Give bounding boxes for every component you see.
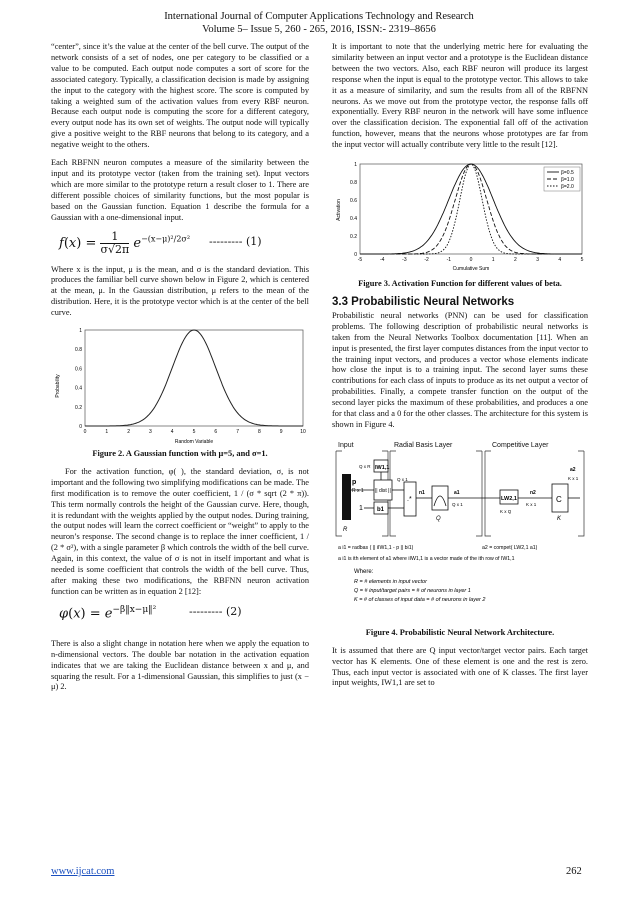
figure-4-caption: Figure 4. Probabilistic Neural Network Architecture.: [365, 627, 555, 637]
fig4-qx1-a: Q x 1: [397, 476, 408, 482]
journal-title: International Journal of Computer Applications Technology and Research: [164, 11, 474, 22]
fig4-formula-3: a i1 is ith element of a1 where iIW1,1 is a vector made of the ith row of IW1,1: [338, 555, 515, 562]
fig4-input-vector: [342, 474, 351, 520]
fig4-rx1: R x 1: [352, 487, 364, 494]
fig4-input-label: Input: [338, 441, 354, 449]
fig2-xtick: 9: [279, 429, 283, 436]
fig3-xtick: -4: [379, 257, 385, 264]
left-paragraph-3: Where x is the input, μ is the mean, and σ is the standard deviation. This produces the familiar bell curve shown below in Figure 2, which is centered at the mean, μ. In the Gaussian distribution, μ refers to the mean of the distribution. Here, it is the prototype vector which is at the center of the bell curve.: [51, 264, 309, 318]
fig4-rbl-label: Radial Basis Layer: [394, 441, 453, 449]
fig3-ytick: 0: [354, 252, 357, 259]
equation-1-number: --------- (1): [209, 234, 262, 248]
fig4-Q1: Q: [436, 515, 441, 522]
fig3-ytick: 0.2: [350, 234, 357, 241]
fig4-one: 1: [359, 504, 363, 512]
fig4-R: R: [343, 526, 348, 533]
equation-1: f(x) = $\frac{1}{\sigma√2\pi}$ $e^{-(x-\mu)^2/2\sigma^2}$ --------- (1): [59, 229, 262, 256]
fig3-legend: [544, 167, 580, 191]
fig4-formula-1: a i1 = radbas ( || iIW1,1 - p || bi1): [338, 544, 414, 551]
section-heading: 3.3 Probabilistic Neural Networks: [332, 295, 515, 308]
fig2-ytick: 0.6: [75, 366, 82, 373]
fig4-n2: n2: [530, 489, 536, 496]
fig3-xtick: 2: [514, 257, 517, 264]
fig4-lw: LW2,1: [501, 495, 517, 502]
fig2-xtick: 2: [127, 429, 130, 436]
fig4-where-1: R = # elements in input vector: [354, 578, 427, 585]
fig4-p: p: [352, 478, 357, 486]
fig4-radbas-box: [432, 486, 448, 510]
figure-2-chart: [51, 326, 309, 446]
fig2-gaussian-curve: [85, 330, 303, 426]
fig2-ytick: 0.4: [75, 385, 82, 392]
fig2-ytick: 0: [79, 424, 82, 431]
page-number: 262: [566, 866, 582, 877]
fig2-xtick: 7: [236, 429, 239, 436]
equation-2-number: --------- (2): [189, 604, 242, 618]
fig2-ylabel: Probability: [55, 374, 61, 398]
fig3-ytick: 1: [354, 162, 357, 169]
equation-2: $\varphi(x) = e^{-\beta‖x-\mu‖^2}$ --------- (2): [59, 604, 242, 622]
fig2-ytick: 0.8: [75, 347, 82, 354]
fig3-xtick: 0: [469, 257, 473, 264]
fig3-xtick: 4: [558, 257, 562, 264]
fig3-ytick: 0.8: [350, 180, 357, 187]
fig3-legend-2: β=1.0: [561, 177, 574, 184]
fig2-frame: [85, 330, 303, 426]
fig4-c: C: [556, 494, 562, 504]
fig2-xtick: 0: [83, 429, 87, 436]
left-paragraph-5: There is also a slight change in notation here when we apply the equation to n-dimensional vectors. The double bar notation in the activation equation indicates that we are taking the Euclidean distance between x and μ, and squaring the result. For a 1-dimensional Gaussian, this simplifies to just (x − μ) 2.: [51, 638, 309, 692]
fig3-xlabel: Cumulative Sum: [452, 266, 490, 273]
fig2-xtick: 4: [170, 429, 174, 436]
fig3-xtick: 1: [491, 257, 495, 264]
left-column: [51, 42, 309, 700]
fig4-kx1-a: K x 1: [526, 501, 537, 507]
fig3-xtick: 5: [580, 257, 584, 264]
fig3-ylabel: Activation: [336, 199, 342, 221]
fig3-xtick: -3: [402, 257, 407, 264]
fig4-kx1-b: K x 1: [568, 475, 579, 481]
fig2-xtick: 6: [214, 429, 218, 436]
fig4-iw: IW1,1: [375, 464, 390, 471]
fig4-where-2: Q = # input/target pairs = # of neurons in layer 1: [354, 587, 471, 594]
right-paragraph-1: It is important to note that the underlying metric here for evaluating the similarity between an input vector and a prototype is the Euclidean distance between the two vectors. Also, each RBF neuron will produce its largest response when the input is equal to the prototype vector. This allows to take it as a measure of similarity, and sum the results from all of the RBFNN neurons. As we move out from the prototype vector, the response falls off exponentially. Every RBF neuron in the network will have some influence over the classification decision. The exponential fall off of the activation function, however, means that the neurons whose prototypes are far from the input vector will actually contribute very little to the result [12].: [332, 42, 588, 150]
fig4-comp-label: Competitive Layer: [492, 441, 549, 449]
fig3-legend-1: β=0.5: [561, 170, 574, 177]
left-paragraph-1: “center”, since it’s the value at the center of the bell curve. The output of the network consists of a set of nodes, one per category to be classified or a value to be computed. Each output node computes a sort of score for the associated category. Typically, a classification decision is made by assigning the input to the category with the highest score. The score is computed by taking a weighted sum of the activation values from every RBF neuron. Because each output node is computing the score for a different category, every output node has its own set of weights. The output node will typically give a positive weight to the RBF neurons that belong to its category, and a negative weight to the others.: [51, 42, 309, 150]
fig3-xtick: 3: [536, 257, 539, 264]
fig4-a1: a1: [454, 489, 460, 496]
right-paragraph-3: It is assumed that there are Q input vector/target vector pairs. Each target vector has K elements. One of these element is one and the rest is zero. Thus, each input vector is associated with one of K classes. The first layer input weights, IW1,1 are set to: [332, 645, 588, 688]
fig2-xlabel: Random Variable: [174, 439, 214, 446]
fig4-qx1-b: Q x 1: [452, 501, 463, 507]
fig4-formula-2: a2 = compet( LW2,1 a1): [482, 544, 538, 551]
fig4-dist: || dist ||: [375, 487, 391, 494]
fig4-K: K: [557, 515, 562, 522]
figure-2-caption: Figure 2. A Gaussian function with μ=5, and σ=1.: [92, 449, 268, 459]
fig4-n1: n1: [419, 489, 425, 496]
fig2-ytick: 1: [79, 328, 82, 335]
fig2-xtick: 10: [300, 429, 306, 436]
fig2-xtick: 1: [105, 429, 109, 436]
left-paragraph-2: Each RBFNN neuron computes a measure of the similarity between the input and its prototype vector (taken from the training set). Input vectors which are more similar to the prototype return a result closer to 1. There are different possible choices of similarity functions, but the most popular is based on the Gaussian function. Equation 1 describe the formula for a Gaussian with a one-dimensional input.: [51, 158, 309, 222]
figure-3-caption: Figure 3. Activation Function for different values of beta.: [358, 279, 562, 289]
fig3-ytick: 0.6: [350, 198, 357, 205]
fig4-kxq: K x Q: [500, 508, 512, 514]
journal-url-link[interactable]: www.ijcat.com: [51, 866, 115, 877]
fig4-where-3: K = # of classes of input data = # of neurons in layer 2: [354, 596, 486, 603]
volume-info: Volume 5– Issue 5, 260 - 265, 2016, ISSN:- 2319–8656: [202, 24, 436, 35]
fig4-qxr: Q x R: [359, 463, 371, 469]
right-paragraph-2: Probabilistic neural networks (PNN) can be used for classification problems. The following description of probabilistic neural networks is taken from the Neural Networks Toolbox documentation [11]. When an input is presented, the first layer computes distances from the input vector to the training input vectors, and produces a vector whose elements indicate how close the input is to a training input. The second layer sums these contributions for each class of inputs to produce as its net output a vector of probabilities. Finally, a compete transfer function on the output of the second layer picks the maximum of these probabilities, and produces a one for that class and a 0 for the other classes. The architecture for this system is shown in Figure 4.: [332, 310, 588, 429]
fig2-xtick: 3: [149, 429, 152, 436]
fig4-a2: a2: [570, 466, 576, 473]
figure-4-diagram: [332, 438, 588, 620]
fig4-product-dot-icon: .*: [407, 495, 412, 503]
fig3-xtick: -5: [357, 257, 363, 264]
fig3-legend-3: β=2.0: [561, 184, 574, 191]
fig4-b: b1: [377, 506, 385, 513]
fig3-xtick: -2: [424, 257, 429, 264]
figure-3-chart: [332, 158, 588, 276]
right-column: [332, 42, 588, 696]
fig3-ytick: 0.4: [350, 216, 357, 223]
fig2-xtick: 8: [258, 429, 261, 436]
fig2-ytick: 0.2: [75, 404, 82, 411]
fig3-xtick: -1: [446, 257, 452, 264]
fig4-where: Where:: [354, 568, 374, 575]
fig2-xtick: 5: [192, 429, 196, 436]
left-paragraph-4: For the activation function, φ( ), the standard deviation, σ, is not important and the following two simplifying modifications can be made. The first modification is to remove the outer coefficient, 1 / (σ * sqrt (2 * π)). This term normally controls the height of the Gaussian curve. Here, though, it is redundant with the weights applied by the output nodes. During training, the output nodes will learn the correct coefficient or “weight” to apply to the neuron’s response. The second change is to replace the inner coefficient, 1 / (2 * σ²), with a single parameter β which controls the width of the bell curve. Again, in this context, the value of σ is not in itself important and what is needed is some coefficient that controls the width of the bell curve. Thus, after making these two modifications, the RBFNN neuron activation function can be written as in equation 2 [12]:: [51, 466, 309, 596]
